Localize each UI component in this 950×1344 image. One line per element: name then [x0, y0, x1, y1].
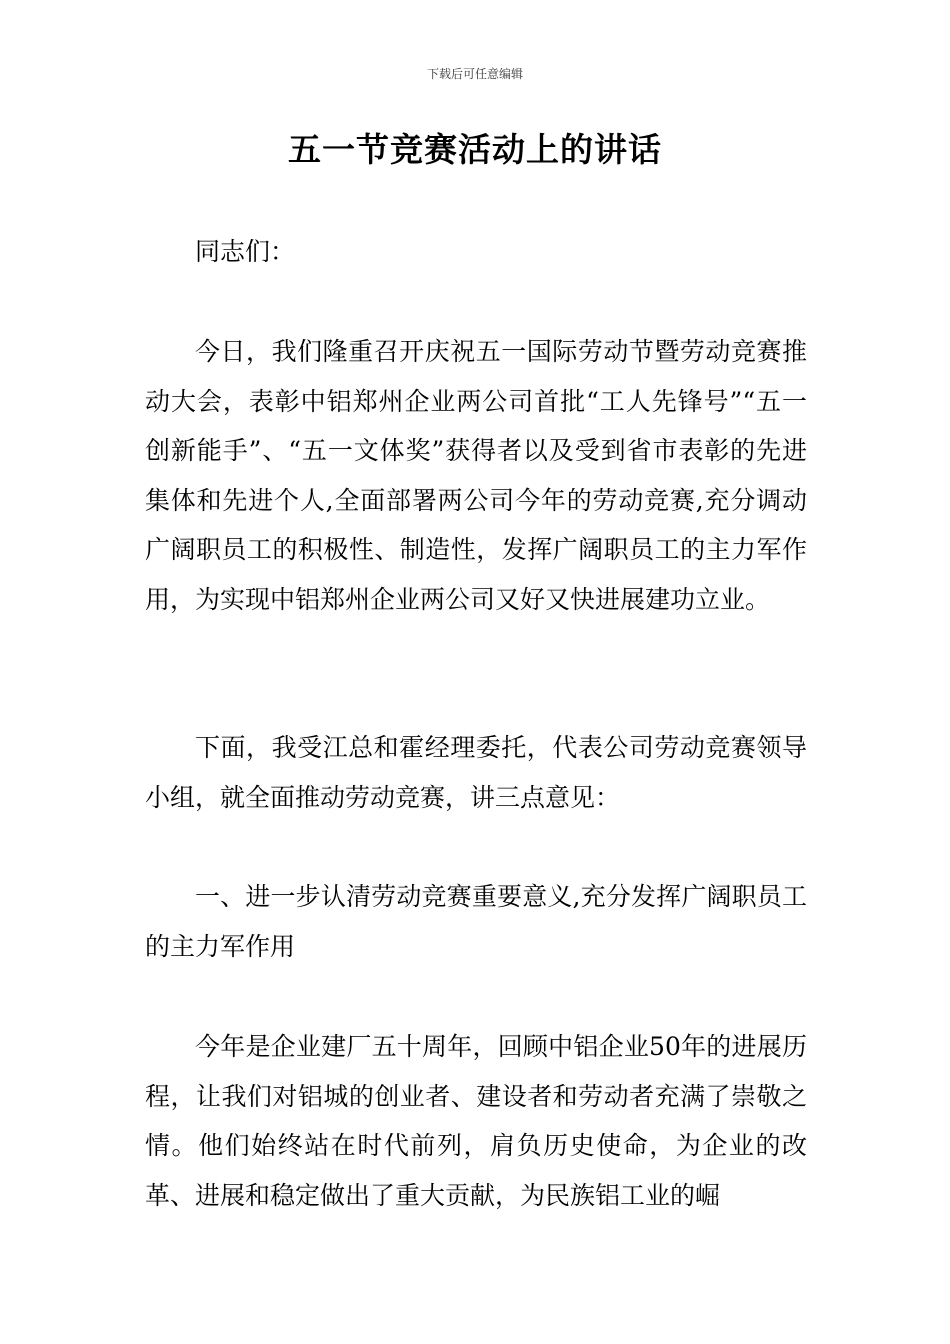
body-paragraph-2: 下面，我受江总和霍经理委托，代表公司劳动竞赛领导小组，就全面推动劳动竞赛，讲三点意见：: [145, 733, 807, 812]
document-title: 五一节竞赛活动上的讲话: [288, 130, 662, 169]
body-paragraph-1: 今日，我们隆重召开庆祝五一国际劳动节暨劳动竞赛推动大会，表彰中铝郑州企业两公司首批“工人先锋号”“五一创新能手”、“五一文体奖”获得者以及受到省市表彰的先进集体和先进个人,全面部署两公司今年的劳动竞赛,充分调动广阔职员工的积极性、制造性，发挥广阔职员工的主力军作用，为实现中铝郑州企业两公司又好又快进展建功立业。: [145, 337, 807, 614]
body-paragraph-3: 今年是企业建厂五十周年，回顾中铝企业50年的进展历程，让我们对铝城的创业者、建设者和劳动者充满了崇敬之情。他们始终站在时代前列，肩负历史使命，为企业的改革、进展和稳定做出了重大贡献，为民族铝工业的崛: [145, 1032, 807, 1210]
header-note: 下载后可任意编辑: [426, 67, 523, 81]
section-heading-1: 一、进一步认清劳动竞赛重要意义,充分发挥广阔职员工的主力军作用: [145, 882, 807, 961]
greeting-paragraph: 同志们：: [195, 237, 296, 266]
